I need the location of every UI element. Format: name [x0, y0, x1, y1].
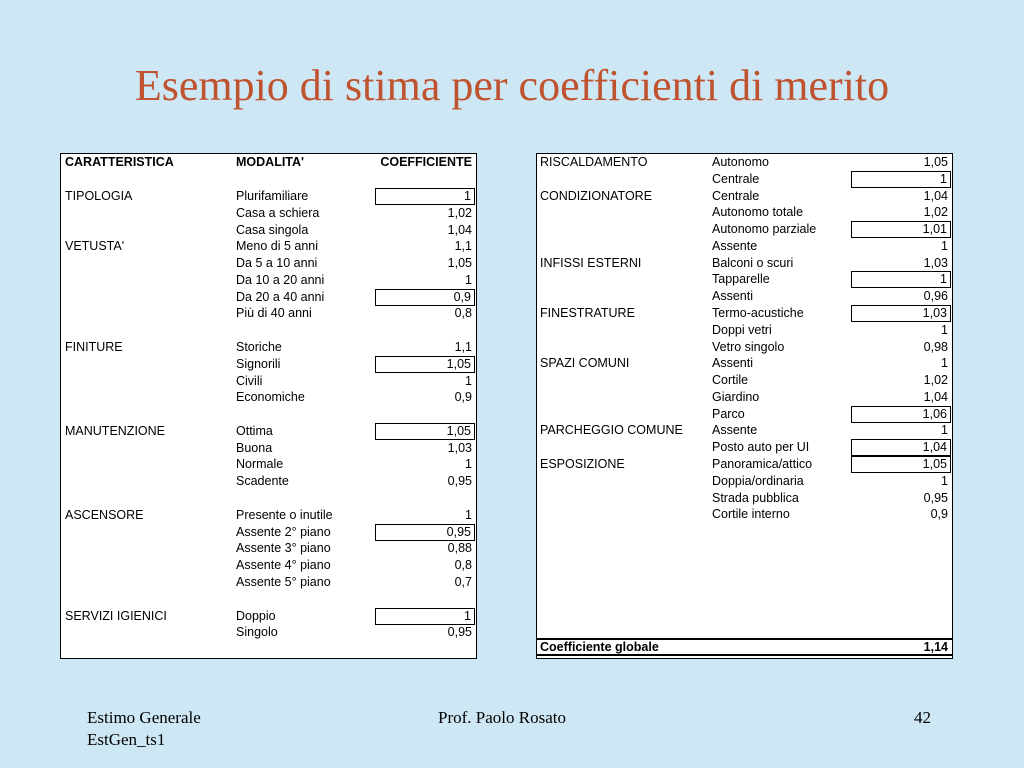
row-coefficient: [375, 591, 475, 608]
table-row: [537, 473, 952, 490]
table-row: [537, 339, 952, 356]
row-coefficient: 1: [941, 238, 948, 253]
row-coefficient-selected: 1: [851, 171, 951, 188]
row-category: [540, 490, 708, 507]
row-coefficient: 0,95: [447, 625, 472, 640]
row-modality: Assente: [712, 423, 758, 438]
row-modality: Parco: [712, 406, 745, 421]
row-category: [65, 524, 230, 541]
row-modality: Meno di 5 anni: [236, 239, 319, 254]
row-modality: Panoramica/attico: [712, 457, 813, 472]
row-modality: Storiche: [236, 340, 282, 355]
global-coefficient-value: 1,14: [923, 640, 948, 654]
row-coefficient: 1,1: [454, 340, 472, 355]
row-coefficient: 0,8: [454, 306, 472, 321]
table-row: [537, 204, 952, 221]
row-category: SERVIZI IGIENICI: [65, 608, 167, 623]
table-row: [537, 406, 952, 423]
row-category: [540, 238, 708, 255]
row-category: TIPOLOGIA: [65, 189, 133, 203]
table-row: [61, 222, 476, 239]
table-row: [61, 490, 476, 507]
row-category: [65, 557, 230, 574]
table-row: [61, 272, 476, 289]
row-category: [65, 456, 230, 473]
table-row: [537, 154, 952, 171]
row-coefficient-selected: 1,03: [851, 305, 951, 322]
row-category: [540, 473, 708, 490]
table-row: [61, 188, 476, 205]
row-category: [540, 271, 708, 288]
row-modality: Ottima: [236, 423, 273, 438]
row-coefficient-selected: 1,04: [851, 439, 951, 456]
row-modality: Presente o inutile: [236, 507, 333, 522]
row-modality: Vetro singolo: [712, 339, 785, 354]
row-category: MANUTENZIONE: [65, 423, 165, 438]
row-category: [540, 406, 708, 423]
row-modality: Assente 5° piano: [236, 574, 331, 589]
right-coefficient-table: [536, 153, 953, 659]
table-row: [537, 456, 952, 473]
table-row: [61, 557, 476, 574]
row-category: [65, 624, 230, 641]
row-category: FINESTRATURE: [540, 306, 635, 321]
row-coefficient-selected: 1,01: [851, 221, 951, 238]
table-row: [61, 389, 476, 406]
row-coefficient-selected: 1,06: [851, 406, 951, 423]
row-coefficient: 1,03: [447, 440, 472, 455]
row-modality: Cortile interno: [712, 507, 790, 522]
row-modality: Buona: [236, 440, 273, 455]
table-row: [61, 507, 476, 524]
row-modality: Autonomo: [712, 155, 769, 169]
row-modality: Autonomo totale: [712, 205, 804, 220]
row-category: VETUSTA': [65, 239, 125, 254]
row-modality: Da 5 a 10 anni: [236, 256, 318, 271]
row-coefficient-selected: 1,05: [375, 423, 475, 440]
table-row: [61, 322, 476, 339]
table-row: [537, 506, 952, 523]
row-modality: Doppi vetri: [712, 322, 772, 337]
header-caratteristica: CARATTERISTICA: [65, 155, 174, 169]
row-category: [65, 255, 230, 272]
row-modality: Normale: [236, 457, 284, 472]
row-modality: [236, 591, 374, 608]
row-modality: Giardino: [712, 389, 760, 404]
row-category: FINITURE: [65, 340, 123, 355]
row-category: [540, 439, 708, 456]
table-row: [537, 439, 952, 456]
row-category: PARCHEGGIO COMUNE: [540, 423, 683, 438]
row-modality: Tapparelle: [712, 272, 770, 287]
row-modality: Cortile: [712, 373, 749, 388]
row-modality: Centrale: [712, 171, 760, 186]
row-coefficient: 1,02: [923, 205, 948, 220]
row-coefficient: 1,04: [923, 188, 948, 203]
table-row: [537, 221, 952, 238]
row-coefficient: [375, 490, 475, 507]
row-modality: Singolo: [236, 625, 278, 640]
table-row: [537, 238, 952, 255]
row-coefficient: 0,9: [454, 390, 472, 405]
table-row: [537, 490, 952, 507]
table-row: [61, 473, 476, 490]
row-coefficient-selected: 1,05: [851, 456, 951, 473]
row-coefficient-selected: 0,95: [375, 524, 475, 541]
global-coefficient-label: Coefficiente globale: [540, 640, 659, 654]
row-coefficient: 1,02: [923, 373, 948, 388]
row-coefficient: 0,8: [454, 558, 472, 573]
row-modality: Balconi o scuri: [712, 255, 794, 270]
row-category: [540, 171, 708, 188]
row-coefficient: 1,1: [454, 239, 472, 254]
table-row: [61, 238, 476, 255]
row-coefficient-selected: 1: [375, 188, 475, 205]
table-row: [537, 322, 952, 339]
table-row: [61, 305, 476, 322]
row-modality: Centrale: [712, 188, 760, 203]
row-coefficient: 1,05: [447, 256, 472, 271]
row-coefficient: 1: [465, 272, 472, 287]
row-coefficient-selected: 1,05: [375, 356, 475, 373]
row-coefficient: 0,96: [923, 289, 948, 304]
row-coefficient-selected: 1: [851, 271, 951, 288]
row-category: [540, 506, 708, 523]
table-row: [537, 188, 952, 205]
row-category: [540, 372, 708, 389]
row-coefficient: 1: [941, 322, 948, 337]
table-row: [537, 171, 952, 188]
row-coefficient: 1,03: [923, 255, 948, 270]
row-coefficient: [375, 322, 475, 339]
table-row: [61, 456, 476, 473]
row-category: INFISSI ESTERNI: [540, 255, 642, 270]
row-category: [540, 221, 708, 238]
table-row: [61, 574, 476, 591]
table-row: [537, 422, 952, 439]
row-modality: Scadente: [236, 474, 289, 489]
row-modality: [236, 490, 374, 507]
row-coefficient: 0,9: [930, 507, 948, 522]
row-category: [540, 288, 708, 305]
row-category: [65, 272, 230, 289]
table-row: [61, 356, 476, 373]
row-modality: Signorili: [236, 356, 281, 371]
row-category: [65, 322, 230, 339]
table-row: [537, 355, 952, 372]
row-category: ASCENSORE: [65, 507, 144, 522]
table-row: [61, 373, 476, 390]
table-row: [61, 591, 476, 608]
row-modality: Assenti: [712, 356, 753, 371]
row-modality: Doppia/ordinaria: [712, 473, 804, 488]
table-row: [61, 608, 476, 625]
left-coefficient-table: [60, 153, 477, 659]
row-modality: Termo-acustiche: [712, 306, 804, 321]
row-category: CONDIZIONATORE: [540, 188, 653, 203]
row-coefficient: [375, 406, 475, 423]
row-category: [65, 574, 230, 591]
table-row: [61, 440, 476, 457]
row-modality: Posto auto per UI: [712, 440, 810, 455]
footer-author: Prof. Paolo Rosato: [438, 708, 566, 727]
row-modality: Civili: [236, 373, 263, 388]
row-modality: Autonomo parziale: [712, 222, 817, 237]
row-category: RISCALDAMENTO: [540, 155, 648, 169]
row-coefficient: 1,05: [923, 155, 948, 169]
row-category: ESPOSIZIONE: [540, 457, 625, 472]
row-coefficient: 1: [941, 473, 948, 488]
row-coefficient: 0,95: [923, 490, 948, 505]
row-category: [540, 339, 708, 356]
row-modality: Plurifamiliare: [236, 189, 309, 203]
table-row: [61, 624, 476, 641]
table-row: [537, 372, 952, 389]
row-coefficient: 1: [941, 423, 948, 438]
row-coefficient: 1,04: [447, 222, 472, 237]
table-row: [537, 271, 952, 288]
row-coefficient: 1,02: [447, 205, 472, 220]
row-coefficient: 1,04: [923, 389, 948, 404]
table-row: [61, 205, 476, 222]
row-modality: Casa singola: [236, 222, 309, 237]
table-row: [61, 540, 476, 557]
table-row: [61, 339, 476, 356]
row-category: SPAZI COMUNI: [540, 356, 630, 371]
footer-course: [87, 707, 201, 751]
row-modality: Da 10 a 20 anni: [236, 272, 325, 287]
row-modality: Assente 2° piano: [236, 524, 331, 539]
table-row: [537, 305, 952, 322]
row-category: [65, 356, 230, 373]
footer-page-number: 42: [914, 708, 931, 727]
row-modality: Da 20 a 40 anni: [236, 289, 325, 304]
row-category: [65, 473, 230, 490]
row-coefficient: 1: [465, 457, 472, 472]
table-row: [61, 406, 476, 423]
table-header-row: [61, 154, 476, 171]
row-modality: Economiche: [236, 390, 305, 405]
row-category: [65, 222, 230, 239]
row-category: [65, 373, 230, 390]
row-category: [65, 205, 230, 222]
row-category: [65, 406, 230, 423]
row-modality: Più di 40 anni: [236, 306, 312, 321]
table-row: [537, 389, 952, 406]
table-row: [61, 255, 476, 272]
row-coefficient: 0,98: [923, 339, 948, 354]
row-modality: Assente 3° piano: [236, 541, 331, 556]
row-coefficient-selected: 1: [375, 608, 475, 625]
row-category: [540, 322, 708, 339]
header-modalita: MODALITA': [236, 155, 305, 169]
row-modality: Assente 4° piano: [236, 558, 331, 573]
row-category: [65, 305, 230, 322]
table-row: [61, 289, 476, 306]
row-coefficient-selected: 0,9: [375, 289, 475, 306]
row-modality: Casa a schiera: [236, 205, 320, 220]
row-category: [65, 591, 230, 608]
row-category: [65, 540, 230, 557]
row-coefficient: 0,7: [454, 574, 472, 589]
row-coefficient: 1: [465, 373, 472, 388]
footer-course-name: Estimo Generale: [87, 708, 201, 727]
row-category: [540, 389, 708, 406]
row-modality: Doppio: [236, 608, 276, 623]
table-row: [537, 288, 952, 305]
row-modality: Assenti: [712, 289, 753, 304]
table-row: [61, 524, 476, 541]
row-coefficient: 1: [465, 507, 472, 522]
row-modality: Strada pubblica: [712, 490, 799, 505]
table-row: [537, 255, 952, 272]
row-category: [65, 490, 230, 507]
row-category: [540, 204, 708, 221]
header-coefficiente: COEFFICIENTE: [380, 155, 472, 169]
footer-course-code: EstGen_ts1: [87, 730, 166, 749]
row-modality: Assente: [712, 238, 758, 253]
global-coefficient-row: [537, 638, 952, 656]
slide-title: Esempio di stima per coefficienti di merito: [134, 61, 890, 110]
row-category: [65, 440, 230, 457]
row-modality: [236, 406, 374, 423]
row-category: [65, 289, 230, 306]
row-category: [65, 389, 230, 406]
table-row: [61, 423, 476, 440]
row-coefficient: 0,88: [447, 541, 472, 556]
row-coefficient: 0,95: [447, 474, 472, 489]
row-modality: [236, 322, 374, 339]
row-coefficient: 1: [941, 356, 948, 371]
